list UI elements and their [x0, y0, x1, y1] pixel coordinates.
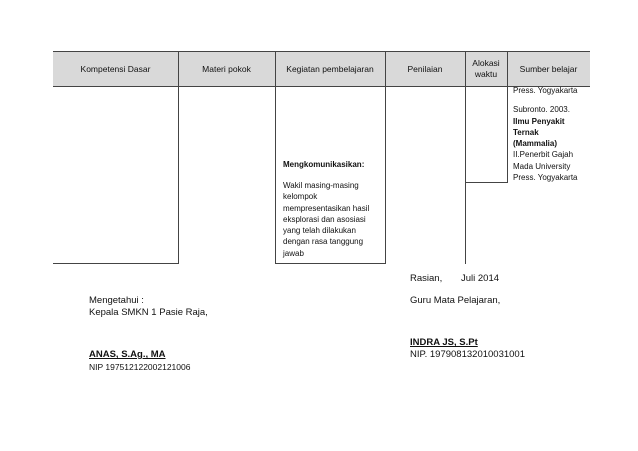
- sumber-line: Press. Yogyakarta: [513, 173, 578, 183]
- mengetahui-label: Mengetahui :: [89, 295, 144, 306]
- sumber-line: Press. Yogyakarta: [513, 86, 578, 95]
- kepala-label: Kepala SMKN 1 Pasie Raja,: [89, 307, 208, 318]
- kegiatan-line: dengan rasa tanggung: [283, 237, 364, 247]
- kegiatan-line: Wakil masing-masing: [283, 181, 359, 190]
- kegiatan-line: eksplorasi dan asosiasi: [283, 214, 366, 224]
- column-divider: [385, 51, 386, 264]
- header-penilaian: Penilaian: [407, 63, 443, 74]
- table-header: [53, 51, 590, 87]
- kegiatan-line: jawab: [283, 248, 304, 258]
- table-bottom-border: [275, 263, 386, 264]
- sumber-belajar-content: [513, 85, 593, 183]
- header-materi-pokok: Materi pokok: [202, 63, 251, 74]
- sumber-line: II.Penerbit Gajah: [513, 150, 574, 160]
- column-divider: [178, 51, 179, 264]
- sumber-book-title: Ilmu Penyakit: [513, 116, 565, 126]
- kegiatan-line: yang telah dilakukan: [283, 226, 356, 236]
- teacher-name: INDRA JS, S.Pt: [410, 337, 478, 348]
- kegiatan-line: mempresentasikan hasil: [283, 203, 370, 213]
- sumber-line: Subronto. 2003.: [513, 105, 570, 115]
- header-sumber-belajar: Sumber belajar: [519, 63, 578, 74]
- headmaster-nip: NIP 197512122002121006: [89, 362, 191, 372]
- teacher-nip: NIP. 197908132010031001: [410, 349, 525, 360]
- date: Juli 2014: [461, 273, 500, 284]
- header-kompetensi-dasar: Kompetensi Dasar: [80, 63, 151, 74]
- sumber-book-title: (Mammalia): [513, 139, 558, 149]
- header-kegiatan-pembelajaran: Kegiatan pembelajaran: [286, 63, 374, 74]
- table-bottom-border: [53, 263, 179, 264]
- kegiatan-line: kelompok: [283, 192, 318, 202]
- column-divider: [507, 51, 508, 183]
- guru-label: Guru Mata Pelajaran,: [410, 295, 501, 306]
- sumber-book-title: Ternak: [513, 127, 539, 137]
- column-divider: [275, 51, 276, 264]
- kegiatan-description: [283, 180, 383, 259]
- place: Rasian,: [410, 273, 443, 284]
- kegiatan-title: Mengkomunikasikan:: [283, 160, 365, 169]
- table-bottom-border: [465, 182, 508, 183]
- lesson-plan-table: [53, 51, 590, 264]
- column-divider: [465, 51, 466, 264]
- sumber-line: Mada University: [513, 161, 571, 171]
- header-alokasi-waktu: Alokasi waktu: [472, 58, 500, 79]
- headmaster-name: ANAS, S.Ag., MA: [89, 349, 166, 360]
